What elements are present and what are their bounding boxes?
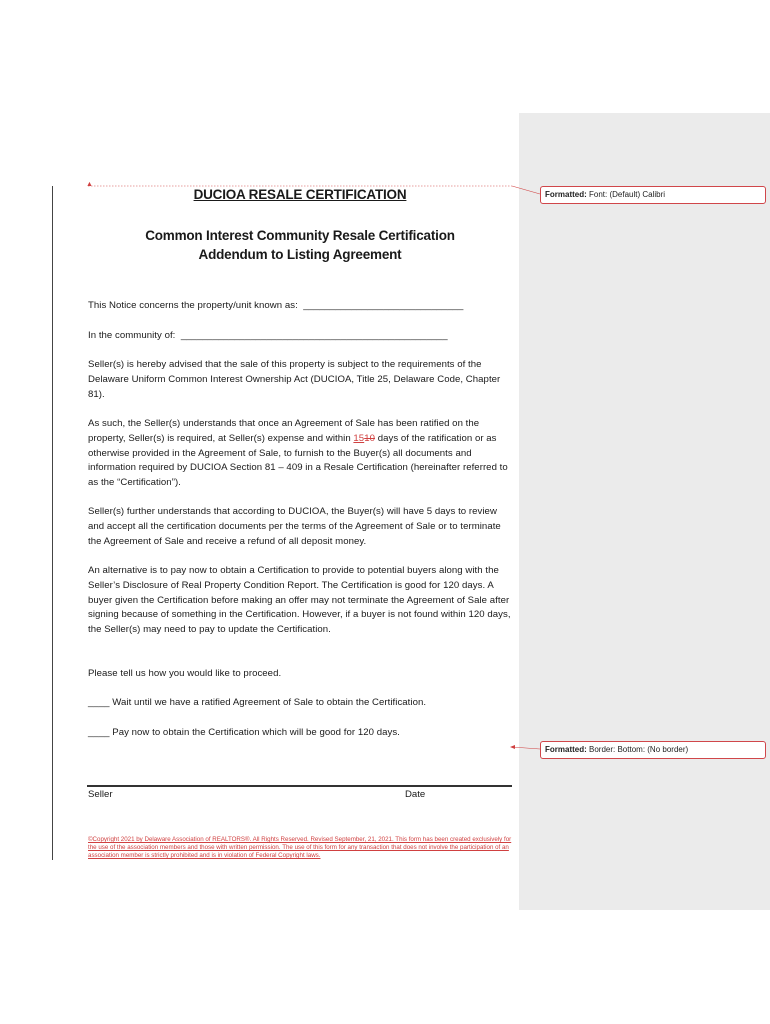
- paragraph-further: Seller(s) further understands that according to DUCIOA, the Buyer(s) will have 5 days to review and accept all the certification documents per the terms of the Agreement of Sale or to terminate the Agreement of Sale and receive a refund of all deposit money.: [88, 506, 501, 547]
- paragraph-advised: Seller(s) is hereby advised that the sale of this property is subject to the requirements of the Delaware Uniform Common Interest Ownership Act (DUCIOA, Title 25, Delaware Code, Chapter 81).: [88, 359, 501, 400]
- option-pay[interactable]: ____ Pay now to obtain the Certification which will be good for 120 days.: [88, 727, 400, 738]
- copyright-notice: ©Copyright 2021 by Delaware Association of REALTORS®. All Rights Reserved. Revised September, 21, 2021. This form has been created exclusively for the use of the association members and those with written permission. The use of this form for any transaction that does not involve the participation of an association member is strictly prohibited and is in violation of Federal Copyright laws.: [88, 836, 512, 860]
- document-subtitle: Common Interest Community Resale Certification: [145, 228, 455, 243]
- seller-label: Seller: [88, 789, 113, 800]
- comment-anchor-icon: ▲: [86, 181, 93, 188]
- paragraph-text: As such, the Seller(s) understands that once an Agreement of Sale has been ratified on the property, Seller(s) is required, at Seller(s) expense and within: [88, 418, 480, 444]
- comment-text: Font: (Default) Calibri: [589, 190, 666, 199]
- community-line: [88, 329, 512, 344]
- date-label: Date: [405, 789, 426, 800]
- property-label: This Notice concerns the property/unit known as:: [88, 300, 298, 311]
- inserted-days: 15: [353, 432, 365, 444]
- document-title: DUCIOA RESALE CERTIFICATION: [193, 187, 407, 202]
- paragraph-proceed: Please tell us how you would like to proceed.: [88, 668, 282, 679]
- paragraph-text: days of the ratification or as otherwise provided in the Agreement of Sale, to furnish to the Buyer(s) all documents and information required by DUCIOA Section 81 – 409 in a Resale Certification (hereinafter referred to as the “Certification”).: [88, 432, 508, 489]
- comment-label: Formatted:: [545, 190, 587, 199]
- comment-balloon-border[interactable]: [540, 741, 766, 759]
- property-line: [88, 299, 512, 314]
- property-blank[interactable]: ______________________________: [303, 300, 464, 311]
- document-subtitle-2: Addendum to Listing Agreement: [198, 247, 402, 262]
- comment-label: Formatted:: [545, 745, 587, 754]
- paragraph-as-such: [88, 417, 512, 491]
- comment-text: Border: Bottom: (No border): [589, 745, 689, 754]
- signature-line: [87, 785, 512, 787]
- option-wait[interactable]: ____ Wait until we have a ratified Agreement of Sale to obtain the Certification.: [88, 697, 427, 708]
- comment-balloon-font[interactable]: [540, 186, 766, 204]
- deleted-days: 10: [364, 432, 375, 444]
- community-label: In the community of:: [88, 330, 176, 341]
- community-blank[interactable]: __________________________________________________: [180, 330, 448, 341]
- paragraph-alternative: An alternative is to pay now to obtain a Certification to provide to potential buyers along with the Seller’s Disclosure of Real Property Condition Report. The Certification is good for 120 days. A buyer given the Certification before making an offer may not terminate the Agreement of Sale after signing because of something in the Certification. However, if a buyer is not found within 120 days, the Seller(s) may need to pay to update the Certification.: [88, 565, 511, 636]
